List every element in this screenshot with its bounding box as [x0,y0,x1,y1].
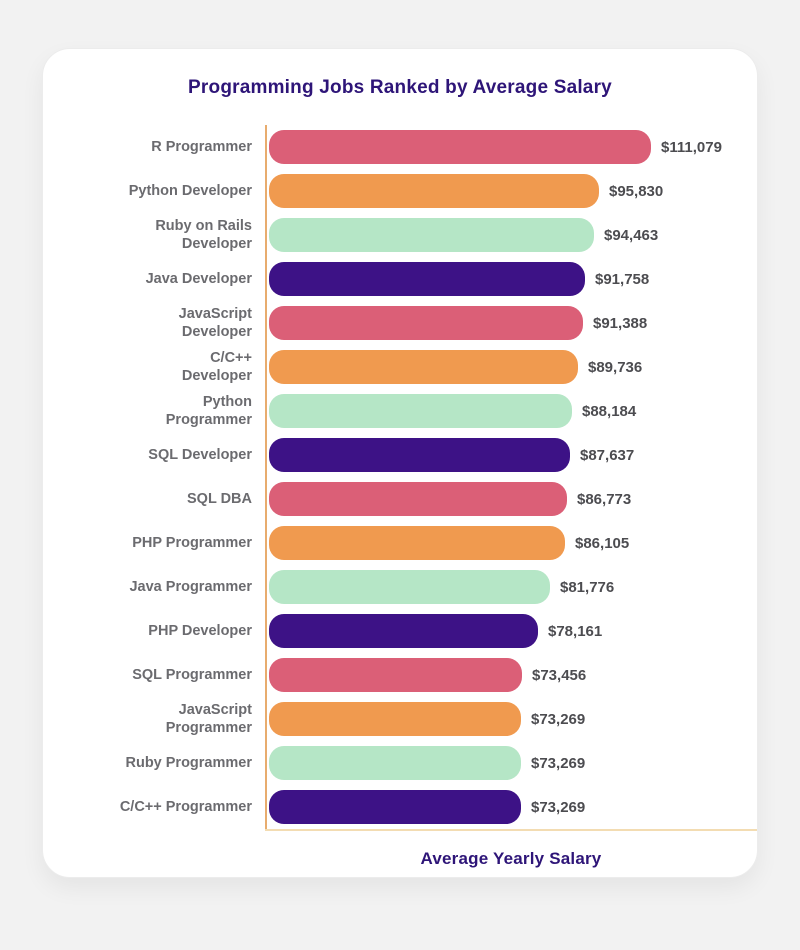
bar [269,174,599,208]
x-axis-label: Average Yearly Salary [420,849,602,868]
bar-row [43,521,757,565]
value-label: $88,184 [582,402,637,420]
bar-row [43,345,757,389]
bar [269,790,521,824]
bar-row [43,257,757,301]
value-label: $86,105 [575,534,630,552]
value-label: $78,161 [548,622,603,640]
plot-area [265,213,757,257]
plot-area [265,477,757,521]
plot-area [265,521,757,565]
category-label: PHP Programmer [132,535,252,551]
category-label: SQL Programmer [132,667,252,683]
category-label: R Programmer [151,139,252,155]
plot-area [265,741,757,785]
value-label: $94,463 [604,226,659,244]
plot-area [265,125,757,169]
bar [269,614,538,648]
plot-area [265,609,757,653]
category-label: Python Programmer [165,394,252,428]
plot-area [265,565,757,609]
bar-row [43,169,757,213]
bar [269,702,521,736]
bar-chart [43,125,757,829]
bar-row [43,609,757,653]
value-label: $73,456 [532,666,587,684]
bar [269,262,585,296]
bar [269,218,594,252]
value-label: $87,637 [580,446,635,464]
bar [269,306,583,340]
bar [269,350,578,384]
bar-row [43,477,757,521]
bar [269,658,522,692]
value-label: $91,758 [595,270,650,288]
value-label: $73,269 [531,798,586,816]
plot-area [265,389,757,433]
category-label: JavaScript Developer [178,306,252,340]
bar [269,526,565,560]
bar [269,130,651,164]
bar [269,746,521,780]
bar [269,394,572,428]
category-label: SQL Developer [148,447,252,463]
category-label: C/C++ Programmer [119,799,252,815]
bar-row [43,301,757,345]
bar-row [43,653,757,697]
bar-row [43,565,757,609]
plot-area [265,257,757,301]
value-label: $73,269 [531,710,586,728]
plot-area [265,433,757,477]
chart-card [42,48,758,878]
value-label: $111,079 [661,138,722,156]
category-label: C/C++ Developer [181,350,252,384]
value-label: $81,776 [560,578,615,596]
x-axis-line [265,829,757,831]
category-label: Java Programmer [129,579,252,595]
category-label: JavaScript Programmer [165,702,252,736]
chart-title: Programming Jobs Ranked by Average Salary [188,77,612,98]
bar-row [43,389,757,433]
plot-area [265,169,757,213]
value-label: $89,736 [588,358,643,376]
bar-row [43,785,757,829]
bar-row [43,433,757,477]
value-label: $91,388 [593,314,648,332]
category-label: SQL DBA [187,491,252,507]
bar [269,482,567,516]
value-label: $95,830 [609,182,664,200]
bar-row [43,697,757,741]
plot-area [265,345,757,389]
bar-row [43,741,757,785]
value-label: $86,773 [577,490,632,508]
plot-area [265,785,757,829]
bar [269,570,550,604]
value-label: $73,269 [531,754,586,772]
plot-area [265,301,757,345]
category-label: PHP Developer [148,623,252,639]
plot-area [265,697,757,741]
category-label: Python Developer [128,183,252,199]
bar-row [43,125,757,169]
category-label: Ruby Programmer [125,755,252,771]
bar [269,438,570,472]
category-label: Ruby on Rails Developer [155,218,252,252]
plot-area [265,653,757,697]
category-label: Java Developer [145,271,252,287]
bar-row [43,213,757,257]
